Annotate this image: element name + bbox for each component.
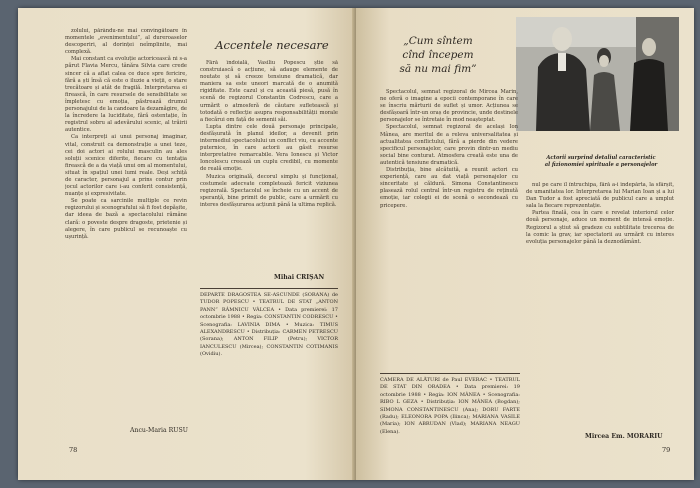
right-col1-paragraph: Spectacolul, semnat regizoral de Mircea Marin, ne oferă o imagine a epocii contemporane în care se înscriu mărturii de suflet și umor. Acțiunea se desfășoară într-un oraș de provincie, unde destinele personajelor se întretaie în mod neașteptat. (380, 89, 518, 124)
right-page (356, 8, 694, 480)
right-column-2 (526, 182, 674, 376)
right-col1-paragraph: Distribuția, bine alcătuită, a reunit actori cu experiență, care au dat viață personajelor cu sinceritate și căldură. Simona Constantinescu plasează rolul central într-un registru de reținută emoție, iar colegii ei de scenă o secondează cu pricepere. (380, 167, 518, 209)
left-col2-paragraph: Lupta dintre cele două personaje principale, desfășurată în planul ideilor, a devenit prin intermediul spectacolului un conflict viu, cu accente puternice, în care actorii au găsit resurse interpretative remarcabile. Vera Ionescu și Victor Ioncolescu creează un cuplu credibil, cu momente de reală emoție. (200, 123, 338, 173)
left-col2-title: Accentele necesare (215, 38, 329, 52)
left-column-2 (200, 60, 338, 274)
right-col2-paragraph: nul pe care îl întruchipa, fără a-i îndepărta, la sfârșit, de umanitatea lor. Interpretarea lui Marian Ioan și a lui Dan Tudor a fost apreciată de publicul care a umplut sala la fiecare reprezentație. (526, 182, 674, 210)
left-col1-signature: Ancu-Maria RUSU (130, 427, 188, 434)
title-line: „Cum sîntem (403, 35, 473, 47)
right-col1-paragraph: Spectacolul, semnat regizoral de același Ion Mânea, are meritul de a releva universalitatea și actualitatea conflictului, fără a pierde din vedere specificul personajelor, care provin dintr-un mediu social bine conturat. Atmosfera creată este una de autentică tensiune dramatică. (380, 124, 518, 166)
left-col2-paragraph: Muzica originală, decorul simplu și funcțional, costumele adecvate completează fericit viziunea regizorală. Spectacolul se încheie cu un accent de speranță, bine primit de public, care a urmărit cu interes desfășurarea acțiunii până la ultima replică. (200, 173, 338, 208)
photo-caption (526, 155, 676, 168)
left-col1-paragraph: Se poate ca sarcinile multiple ce revin regizorului și scenografului să fi fost depășite, dar ideea de bază a spectacolului rămâne clară: o poveste despre dragoste, prietenie și alegere, în care publicul se recunoaște cu ușurință. (65, 198, 187, 240)
left-page-number: 78 (69, 446, 78, 454)
left-column-1 (65, 28, 187, 393)
left-col2-signature: Mihai CRIȘAN (274, 274, 325, 281)
right-signature: Mircea Em. MORARIU (585, 433, 663, 440)
left-credits-text: DEPARTE DRAGOSTEA SE-ASCUNDE (SORANA) de TUDOR POPESCU • TEATRUL DE STAT „ANTON PANN” RÂMNICU VÂLCEA • Data premierei: 17 octombrie 1988 • Regia: CONSTANTIN CODRESCU • Scenografia: LAVINIA DIMA • Muzica: TIMUS ALEXANDRESCU • Distribuția: CARMEN PETRESCU (Sorana); ANTON FILIP (Petru); VICTOR IANCULESCU (Mircea); CONSTANTIN COTIMANIS (Ovidiu). (200, 292, 338, 358)
left-col1-paragraph: zolului, părându-ne mai convingătoare în momentele „evenimentului”, al dureroaselor descoperiri, al dorinței neîmplinite, mai complexă. (65, 28, 187, 56)
left-col2-paragraph: Fără îndoială, Vasiliu Popescu știe să construiască o acțiune, să adauge elemente de noutate și să creeze tensiune dramatică, dar maniera sa este uneori marcată de o anumită rigiditate. Este cazul și cu această piesă, pusă în scenă de regizorul Constantin Codrescu, care a urmărit o atmosferă de căutare sufletească și totodată o reflecție asupra responsabilității morale a fiecărui om față de semenii săi. (200, 60, 338, 123)
right-column-1 (380, 89, 518, 365)
right-credits-text: CAMERA DE ALĂTURI de Paul EVERAC • TEATRUL DE STAT DIN ORADEA • Data premierei: 19 octombrie 1988 • Regia: ION MÂNEA • Scenografia: RIBO L GEZA • Distribuția: ION MÂNEA (Bogdan); SIMONA CONSTANTINESCU (Ana); DORU FARTE (Radu); ELEONORA POPA (Ilinca); MARIANA VASILE (Maria); ION ABRUDAN (Vlad); MARIANA NEAGU (Elena). (380, 377, 520, 435)
right-credits-box (380, 373, 520, 436)
right-col2-paragraph: Partea finală, cea în care e revelat interiorul celor două personaje, aduce un moment de intensă emoție. Regizorul a știut să gradeze cu subtilitate trecerea de la comic la grav, iar spectatorii au urmărit cu interes evoluția personajelor până la deznodământ. (526, 210, 674, 245)
stage-photo (516, 17, 679, 131)
caption-line: Actorii surprind detaliul caracteristic (546, 155, 656, 161)
left-col1-paragraph: Mai constant ca evoluție actoricească ni s-a părut Flavia Mercu, tânăra Silvia care crede sincer că a aflat calea ce duce spre fericire, fără a ști însă că este o iluzie a vieții, o stare trecătoare și atât de fragilă. Interpretarea ei firească, în care resursele de sensibilitate se împletesc cu emoția, păstrează drumul personajului de la candoare la dezamăgire, de la încredere la luciditate, fără ostentație, în registrul sobru al adevărului scenic, al trăirii autentice. (65, 56, 187, 134)
right-article-title (368, 34, 508, 76)
left-page (18, 8, 356, 480)
right-page-number: 79 (662, 446, 671, 454)
caption-line: al fizionomiei spirituale a personajelor (544, 161, 658, 168)
left-col1-paragraph: Ca interpreți ai unui personaj imaginar, vital, construit ca demonstrație a unei teze, cei doi actori ai rolului masculin au ales soluții scenice diferite, fiecare cu tentația firească de a da viață unui om al momentului, situat în spațiul unei lumi reale. Deși schiță de caracter, personajul a prins contur prin jocul actorilor care i-au conferit consistență, nuanțe și expresivitate. (65, 134, 187, 198)
left-credits-box (200, 288, 338, 359)
title-line: să nu mai fim” (399, 63, 477, 75)
magazine-spread (18, 8, 694, 480)
title-line: cînd începem (402, 49, 474, 61)
stage-photo-illustration (516, 17, 679, 131)
